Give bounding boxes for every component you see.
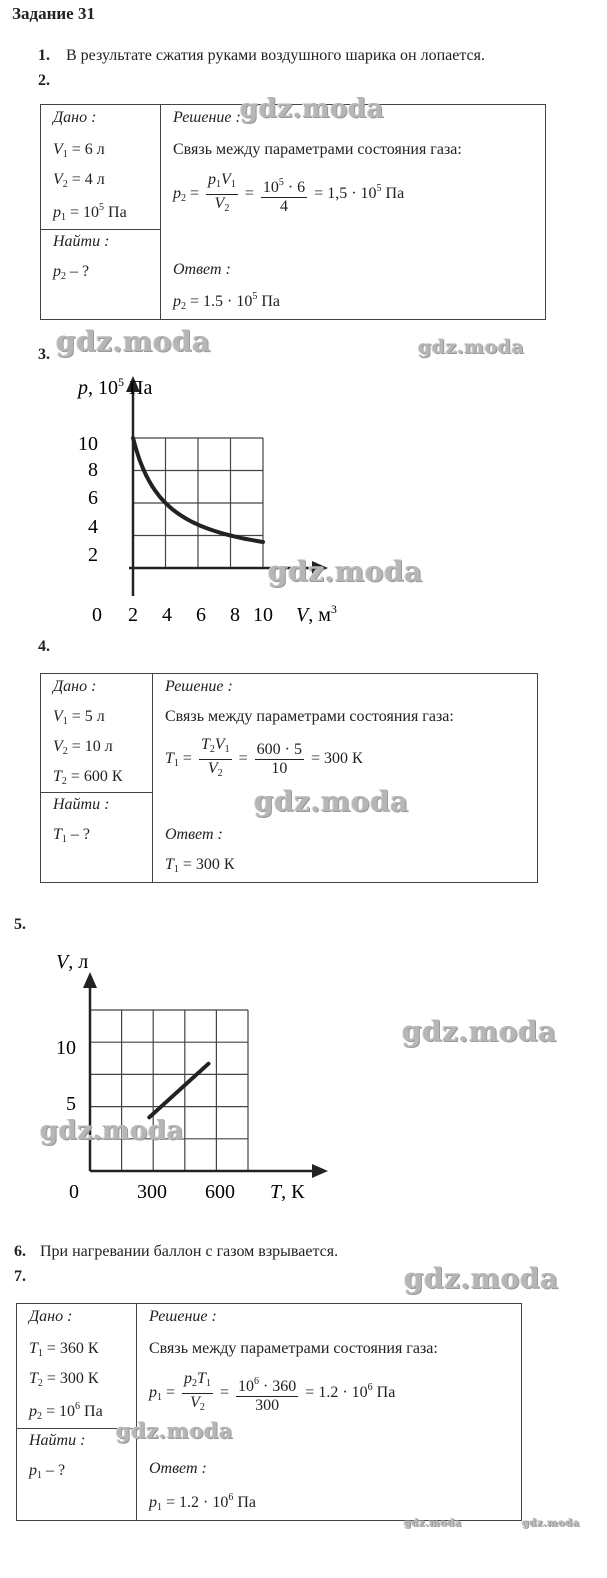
watermark: gdz.moda [404,1518,462,1529]
task7-t1: $T_1 = 360$ К [29,1340,99,1359]
task7-table [16,1303,522,1521]
task2-table [40,104,546,320]
watermark: gdz.moda [404,1262,559,1295]
y-tick-label: 10 [56,1037,76,1059]
relation-text: Связь между параметрами состояния газа: [149,1340,438,1357]
item-number-4: 4. [38,638,50,655]
relation-text: Связь между параметрами состояния газа: [165,708,454,725]
task4-answer: $T_1 = 300$ К [165,856,235,875]
task7-p2: $p_2 = 10^6$ Па [29,1401,103,1422]
item-number-5: 5. [14,916,26,933]
given-label: Дано : [29,1308,73,1325]
chart2-grid [90,1010,248,1171]
y-tick-label: 4 [88,516,98,538]
item-number-7: 7. [14,1268,26,1285]
solution-label: Решение : [173,109,241,126]
chart1-x-axis-label: V, $м^3$ [296,602,337,626]
item-number-3: 3. [38,346,50,363]
watermark: gdz.moda [522,1518,580,1529]
task4-t2: $T_2 = 600$ К [53,768,123,787]
x-tick-label: 4 [162,604,172,626]
answer-label: Ответ : [149,1460,207,1477]
y-tick-label: 8 [88,459,98,481]
x-tick-label: 600 [205,1181,235,1203]
y-tick-label: 10 [78,433,98,455]
chart-pressure-volume [60,368,380,640]
task4-v2: $V_2 = 10$ л [53,738,113,757]
x-tick-label: 0 [92,604,102,626]
task4-find: $T_1$ – ? [53,826,91,845]
watermark: gdz.moda [268,555,423,588]
task7-find: $p_1$ – ? [29,1462,66,1481]
y-tick-label: 5 [66,1093,76,1115]
find-label: Найти : [53,796,110,813]
y-axis-arrow [83,972,97,988]
find-label: Найти : [29,1432,86,1449]
chart-volume-temperature [40,940,340,1208]
given-label: Дано : [53,678,97,695]
task2-find: $p_2$ – ? [53,263,90,282]
task2-answer: $p_2 = 1.5 \cdot 10^5$ Па [173,291,281,312]
chart1-grid [133,438,263,568]
relation-text: Связь между параметрами состояния газа: [173,141,462,158]
task2-v1: $V_1 = 6$ л [53,141,105,160]
chart2-axes [83,972,328,1178]
find-label: Найти : [53,233,110,250]
answer-label: Ответ : [165,826,223,843]
x-tick-label: 300 [137,1181,167,1203]
task4-formula: $T_1$ = $\frac{T_2V_1}{V_2}$ = $\frac{600 \cdot 5}{10}$ = 300 К [165,736,363,779]
task-title: Задание 31 [12,4,95,23]
task4-v1: $V_1 = 5$ л [53,708,105,727]
x-axis-arrow [312,1164,328,1178]
watermark: gdz.moda [418,336,525,358]
chart2-y-axis-label: V, л [56,951,89,973]
solution-label: Решение : [165,678,233,695]
x-tick-label: 2 [128,604,138,626]
chart1-ticks [78,433,273,626]
task7-answer: $p_1 = 1.2 \cdot 10^6$ Па [149,1492,257,1513]
task4-table [40,673,538,883]
item-6-text: При нагревании баллон с газом взрывается. [40,1243,339,1260]
given-label: Дано : [53,109,97,126]
x-axis-arrow [312,561,328,575]
chart2-x-axis-label: T, К [270,1181,305,1203]
chart1-y-axis-label: p, $10^5$ Па [78,375,153,399]
item-number-1: 1. [38,47,50,64]
watermark: gdz.moda [254,785,409,818]
watermark: gdz.moda [40,1116,185,1146]
task2-p1: $p_1 = 10^5$ Па [53,202,127,223]
watermark: gdz.moda [116,1418,234,1443]
x-tick-label: 8 [230,604,240,626]
chart2-isobar-line [149,1064,208,1118]
answer-label: Ответ : [173,261,231,278]
x-tick-label: 10 [253,604,273,626]
y-tick-label: 6 [88,487,98,509]
chart1-axes [126,376,328,596]
watermark: gdz.moda [56,325,211,358]
task2-v2: $V_2 = 4$ л [53,171,105,190]
watermark: gdz.moda [402,1015,557,1048]
x-tick-label: 6 [196,604,206,626]
watermark: gdz.moda [240,94,385,124]
y-tick-label: 2 [88,544,98,566]
task2-formula: $p_2$ = $\frac{p_1V_1}{V_2}$ = $\frac{10^5 \cdot 6}{4}$ = $1,5 \cdot 10^5$ Па [173,171,405,215]
task7-formula: $p_1$ = $\frac{p_2T_1}{V_2}$ = $\frac{10^6 \cdot 360}{300}$ = $1.2 \cdot 10^6$ Па [149,1370,396,1414]
item-number-6: 6. [14,1243,26,1260]
task7-t2: $T_2 = 300$ К [29,1370,99,1389]
x-tick-label: 0 [69,1181,79,1203]
solution-label: Решение : [149,1308,217,1325]
item-1-text: В результате сжатия руками воздушного шарика он лопается. [66,47,485,64]
item-number-2: 2. [38,72,50,89]
